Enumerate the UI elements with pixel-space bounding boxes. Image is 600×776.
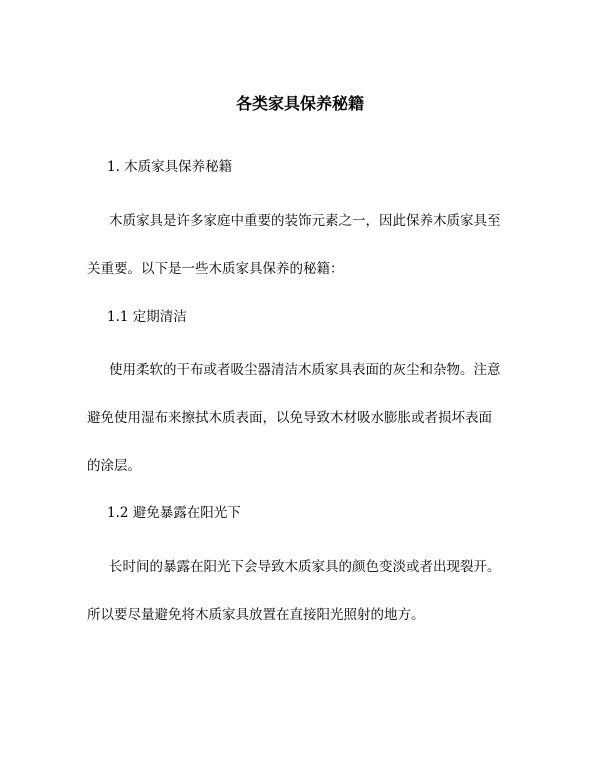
section-1-2-paragraph [87,557,511,625]
section-heading-1-1: 1.1 定期清洁 [107,309,187,325]
paragraph-line: 使用柔软的干布或者吸尘器清洁木质家具表面的灰尘和杂物。注意 [109,362,501,378]
section-1-intro-paragraph [87,211,511,279]
paragraph-line: 的涂层。 [87,458,141,474]
paragraph-line: 所以要尽量避免将木质家具放置在直接阳光照射的地方。 [87,607,425,623]
paragraph-line: 避免使用湿布来擦拭木质表面，以免导致木材吸水膨胀或者损坏表面 [87,410,492,426]
section-1-1-paragraph [87,360,511,476]
paragraph-line: 长时间的暴露在阳光下会导致木质家具的颜色变淡或者出现裂开。 [109,559,501,575]
paragraph-line: 关重要。以下是一些木质家具保养的秘籍： [87,261,344,277]
section-heading-1: 1. 木质家具保养秘籍 [107,159,233,175]
section-heading-1-2: 1.2 避免暴露在阳光下 [107,505,241,521]
document-title: 各类家具保养秘籍 [235,94,364,113]
paragraph-line: 木质家具是许多家庭中重要的装饰元素之一，因此保养木质家具至 [109,213,501,229]
